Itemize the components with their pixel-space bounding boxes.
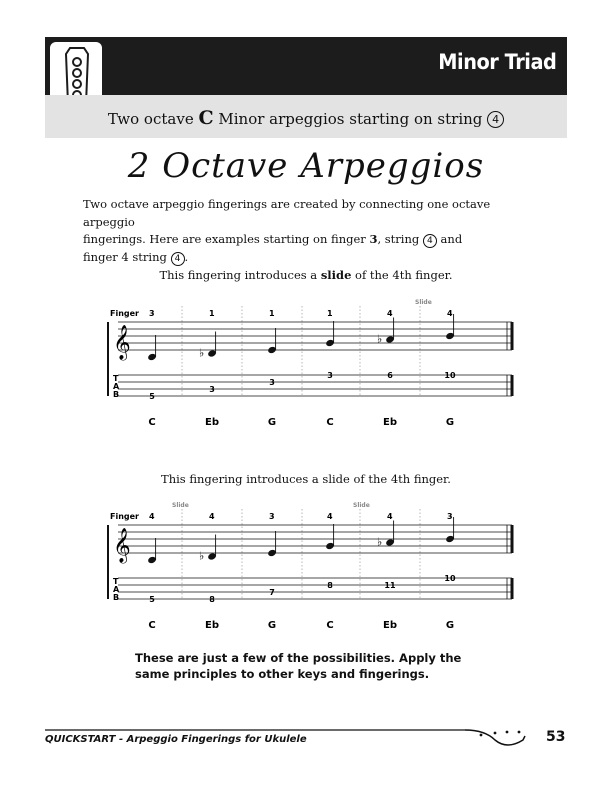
finger-number: 1 — [269, 309, 275, 318]
finger-number: 1 — [327, 309, 333, 318]
subtitle: Two octave C Minor arpeggios starting on string 4 — [0, 107, 612, 129]
treble-clef-icon: 𝄞 — [113, 325, 131, 360]
finger-label: Finger — [110, 309, 139, 318]
fret-number: 8 — [327, 581, 333, 590]
fret-number: 6 — [387, 371, 393, 380]
note-name: Eb — [205, 417, 219, 428]
example1-systems — [108, 306, 512, 428]
note-name: C — [326, 620, 334, 631]
finger-number: 3 — [149, 309, 155, 318]
flat-icon: ♭ — [199, 549, 205, 563]
intro-paragraph: Two octave arpeggio fingerings are created by connecting one octave arpeggio fingerings. Here are examples starting on finger 3, string 4 and finger 4 string 4 . — [83, 197, 491, 264]
fret-number: 10 — [444, 574, 456, 583]
finger-number: 4 — [387, 512, 393, 521]
tab-letter: A — [113, 382, 120, 391]
note-name: G — [445, 620, 455, 631]
finger-number: 4 — [209, 512, 215, 521]
fret-number: 10 — [444, 371, 456, 380]
note-name: C — [148, 417, 156, 428]
note-name: G — [267, 417, 277, 428]
treble-clef-icon: 𝄞 — [113, 528, 131, 563]
slide-label: Slide — [353, 502, 370, 509]
finger-number: 4 — [447, 309, 453, 318]
finger-label: Finger — [110, 512, 139, 521]
slide-label: Slide — [415, 299, 432, 306]
tab-letter: A — [113, 585, 120, 594]
tab-letter: T — [113, 374, 119, 383]
fret-number: 5 — [149, 392, 155, 401]
flat-icon: ♭ — [377, 332, 383, 346]
note-name: C — [326, 417, 334, 428]
footer-title: QUICKSTART - Arpeggio Fingerings for Ukulele — [45, 734, 307, 745]
flat-icon: ♭ — [377, 535, 383, 549]
note-name: G — [267, 620, 277, 631]
tab-letter: T — [113, 577, 119, 586]
example1-caption: This fingering introduces a slide of the 4th finger. — [159, 268, 453, 282]
tab-letter: B — [113, 390, 120, 399]
tab-letter: B — [113, 593, 120, 602]
section-title: Minor Triad — [437, 50, 556, 74]
closing-note: These are just a few of the possibilities. Apply the same principles to other keys and fingerings. — [135, 651, 462, 681]
fret-number: 7 — [269, 588, 275, 597]
example1-notation — [100, 292, 530, 432]
fret-number: 3 — [269, 378, 275, 387]
note-name: Eb — [205, 620, 219, 631]
finger-number: 3 — [447, 512, 453, 521]
flat-icon: ♭ — [199, 346, 205, 360]
fret-number: 3 — [327, 371, 333, 380]
example2-notation — [100, 495, 530, 635]
string-number-badge: 4 — [487, 111, 504, 128]
example2-systems — [108, 509, 512, 631]
finger-number: 4 — [327, 512, 333, 521]
fret-number: 11 — [384, 581, 396, 590]
finger-number: 3 — [269, 512, 275, 521]
note-name: Eb — [383, 417, 397, 428]
note-name: Eb — [383, 620, 397, 631]
note-name: C — [148, 620, 156, 631]
example2-caption: This fingering introduces a slide of the 4th finger. — [161, 472, 451, 486]
finger-number: 4 — [149, 512, 155, 521]
page-heading: 2 Octave Arpeggios — [127, 146, 485, 186]
fret-number: 5 — [149, 595, 155, 604]
fret-number: 8 — [209, 595, 215, 604]
slide-label: Slide — [172, 502, 189, 509]
finger-number: 4 — [387, 309, 393, 318]
page-number: 53 — [546, 729, 566, 745]
finger-number: 1 — [209, 309, 215, 318]
fret-number: 3 — [209, 385, 215, 394]
note-name: G — [445, 417, 455, 428]
